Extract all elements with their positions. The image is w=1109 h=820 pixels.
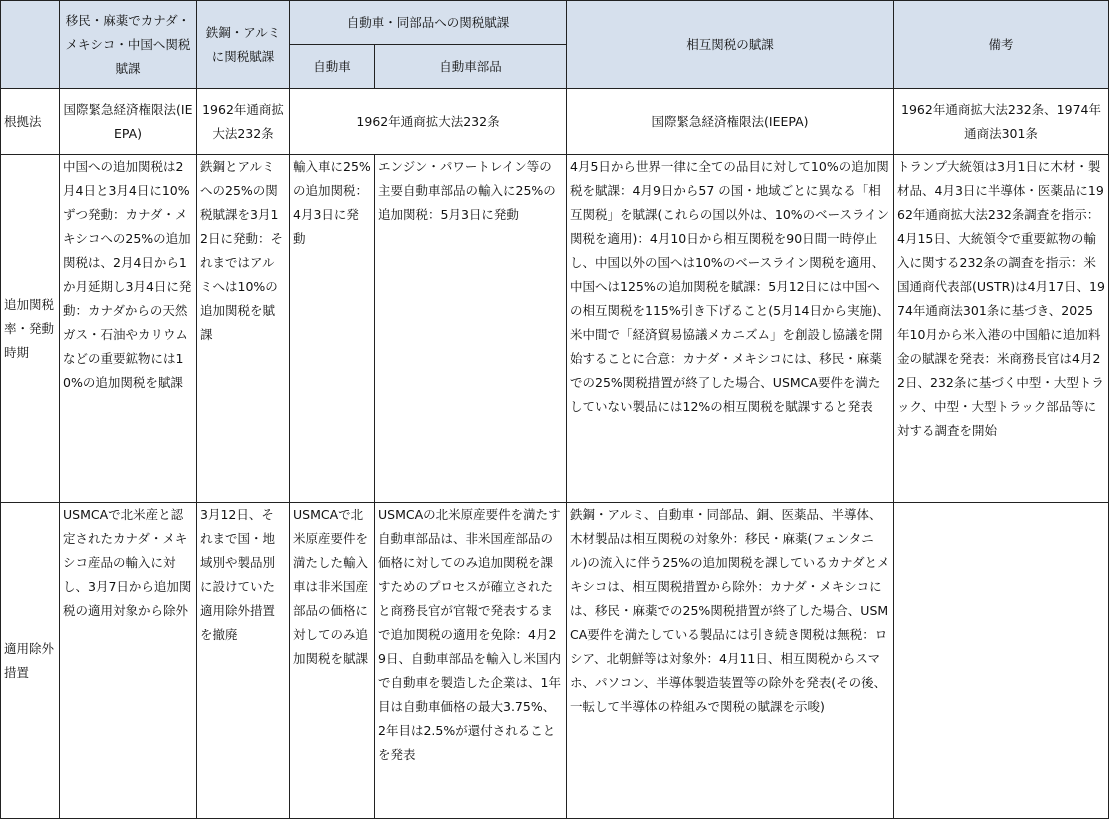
cell-exclusions-reciprocal: 鉄鋼・アルミ、自動車・同部品、銅、医薬品、半導体、木材製品は相互関税の対象外：移民・麻薬(フェンタニル)の流入に伴う25%の追加関税を課しているカナダとメキシコは、相互関税措置から除外：カナダ・メキシコには、移民・麻薬での25%関税措置が終了した場合、USMCA要件を満たしている製品には引き続き関税は無税：ロシア、北朝鮮等は対象外：4月11日、相互関税からスマホ、パソコン、半導体製造装置等の除外を発表(その後、一転して半導体の枠組みで関税の賦課を示唆) <box>567 503 894 819</box>
header-corner <box>1 1 60 89</box>
header-col2: 鉄鋼・アルミに関税賦課 <box>197 1 290 89</box>
cell-basis-col2: 1962年通商拡大法232条 <box>197 89 290 155</box>
cell-rates-col1: 中国への追加関税は2月4日と3月4日に10%ずつ発動：カナダ・メキシコへの25%の追加関税は、2月4日から1か月延期し3月4日に発動：カナダからの天然ガス・石油やカリウムなどの重要鉱物には10%の追加関税を賦課 <box>60 155 197 503</box>
row-exclusions <box>1 503 1109 819</box>
header-auto: 自動車 <box>290 45 375 89</box>
cell-rates-reciprocal: 4月5日から世界一律に全ての品目に対して10%の追加関税を賦課：4月9日から57 の国・地域ごとに異なる「相互関税」を賦課(これらの国以外は、10%のベースライン関税を適用)：4月10日から相互関税を90日間一時停止し、中国以外の国へは10%のベースライン関税を適用、中国へは125%の追加関税を賦課：5月12日には中国への相互関税を115%引き下げること(5月14日から実施)、米中間で「経済貿易協議メカニズム」を創設し協議を開始することに合意：カナダ・メキシコには、移民・麻薬での25%関税措置が終了した場合、USMCA要件を満たしていない製品には12%の相互関税を賦課すると発表 <box>567 155 894 503</box>
cell-rates-auto-parts: エンジン・パワートレイン等の主要自動車部品の輸入に25%の追加関税：5月3日に発動 <box>375 155 567 503</box>
cell-exclusions-notes <box>894 503 1109 819</box>
row-label-basis: 根拠法 <box>1 89 60 155</box>
cell-rates-col2: 鉄鋼とアルミへの25%の関税賦課を3月12日に発動：それまではアルミへは10%の追加関税を賦課 <box>197 155 290 503</box>
header-col1: 移民・麻薬でカナダ・メキシコ・中国へ関税賦課 <box>60 1 197 89</box>
header-reciprocal: 相互関税の賦課 <box>567 1 894 89</box>
cell-rates-notes: トランプ大統領は3月1日に木材・製材品、4月3日に半導体・医薬品に1962年通商拡大法232条調査を指示： 4月15日、大統領令で重要鉱物の輸入に関する232条の調査を指示：米国通商代表部(USTR)は4月17日、1974年通商法301条に基づき、2025年10月から米入港の中国船に追加料金の賦課を発表：米商務長官は4月22日、232条に基づく中型・大型トラック、中型・大型トラック部品等に対する調査を開始 <box>894 155 1109 503</box>
row-label-exclusions: 適用除外措置 <box>1 503 60 819</box>
cell-rates-auto: 輸入車に25%の追加関税：4月3日に発動 <box>290 155 375 503</box>
cell-exclusions-auto: USMCAで北米原産要件を満たした輸入車は非米国産部品の価格に対してのみ追加関税を賦課 <box>290 503 375 819</box>
row-basis <box>1 89 1109 155</box>
cell-basis-notes: 1962年通商拡大法232条、1974年通商法301条 <box>894 89 1109 155</box>
cell-basis-reciprocal: 国際緊急経済権限法(IEEPA) <box>567 89 894 155</box>
row-label-rates: 追加関税率・発動時期 <box>1 155 60 503</box>
header-auto-parts: 自動車部品 <box>375 45 567 89</box>
header-notes: 備考 <box>894 1 1109 89</box>
cell-exclusions-auto-parts: USMCAの北米原産要件を満たす自動車部品は、非米国産部品の価格に対してのみ追加関税を課すためのプロセスが確立されたと商務長官が官報で発表するまで追加関税の適用を免除：4月29日、自動車部品を輸入し米国内で自動車を製造した企業は、1年目は自動車価格の最大3.75%、2年目は2.5%が還付されることを発表 <box>375 503 567 819</box>
cell-exclusions-col2: 3月12日、それまで国・地域別や製品別に設けていた適用除外措置を撤廃 <box>197 503 290 819</box>
cell-exclusions-col1: USMCAで北米産と認定されたカナダ・メキシコ産品の輸入に対し、3月7日から追加関税の適用対象から除外 <box>60 503 197 819</box>
cell-basis-col1: 国際緊急経済権限法(IEEPA) <box>60 89 197 155</box>
cell-basis-auto: 1962年通商拡大法232条 <box>290 89 567 155</box>
header-auto-group: 自動車・同部品への関税賦課 <box>290 1 567 45</box>
row-rates <box>1 155 1109 503</box>
